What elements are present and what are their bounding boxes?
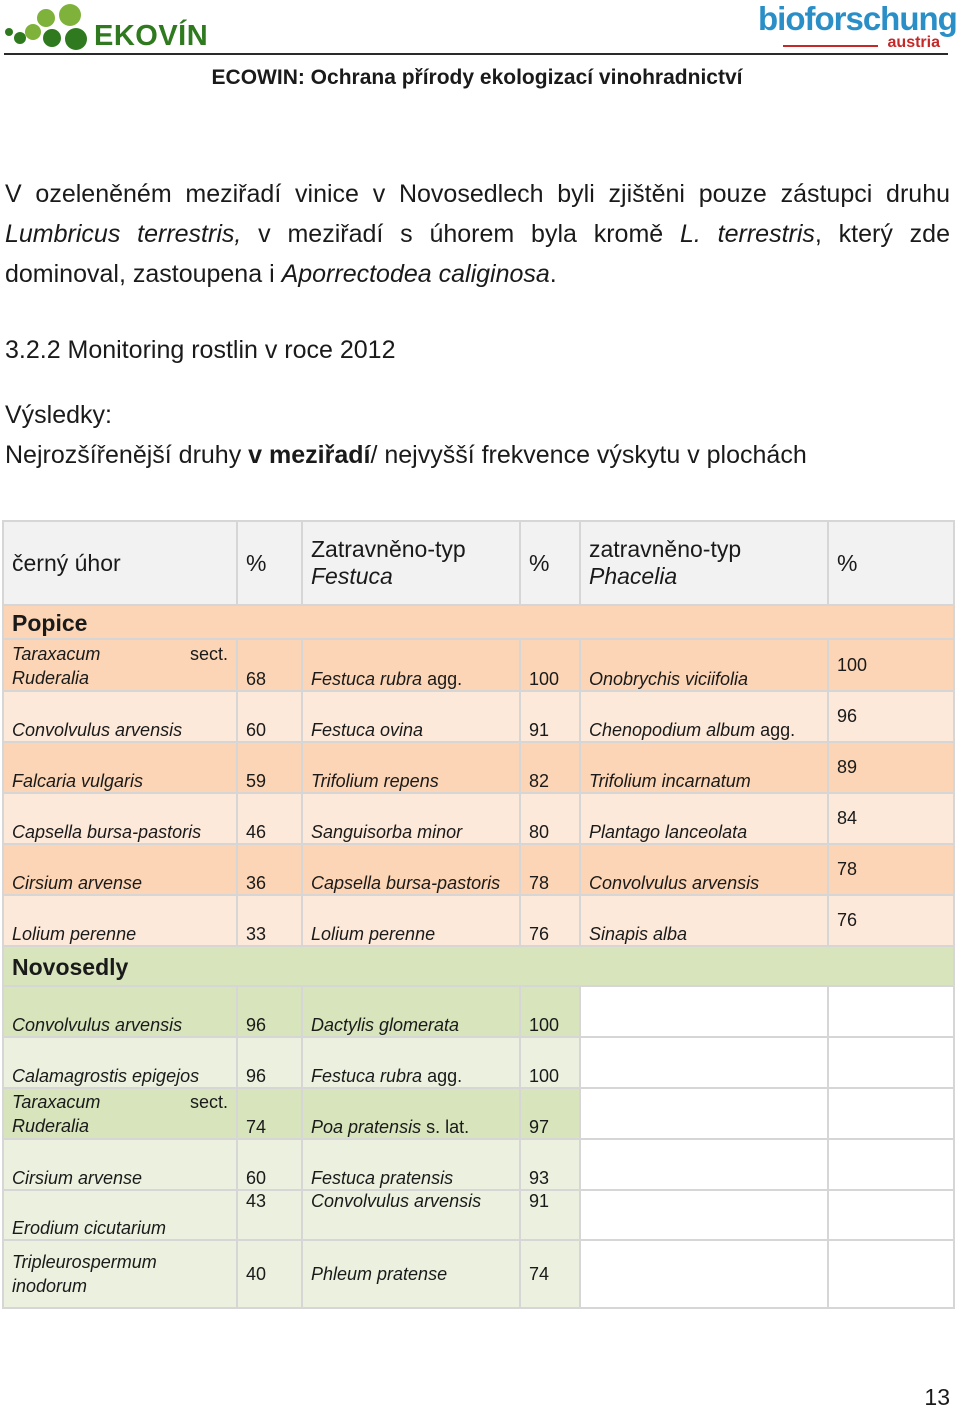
empty-cell [828,1088,954,1139]
percent-cell: 80 [520,793,580,844]
percent-cell: 43 [237,1190,302,1240]
table-row [3,895,954,946]
header-percent-3: % [828,521,954,605]
species-cell [3,1088,237,1139]
table-row [3,1037,954,1088]
percent-cell: 93 [520,1139,580,1190]
subtitle-bold: v meziřadí [248,441,371,469]
results-label: Výsledky: [5,401,112,429]
species-cell: Sanguisorba minor [302,793,520,844]
empty-cell [828,1139,954,1190]
logo-red-line [783,45,878,47]
group-row-novosedly [3,946,954,986]
header-phacelia [580,521,828,605]
species-line1 [12,1090,228,1114]
species-cell: Plantago lanceolata [580,793,828,844]
percent-cell: 89 [828,742,954,793]
species-name: Festuca rubra [311,669,423,689]
header-phacelia-line2: Phacelia [589,563,678,589]
table-row [3,986,954,1037]
percent-cell: 60 [237,691,302,742]
species-cell: Festuca ovina [302,691,520,742]
group-label-novosedly: Novosedly [3,946,954,986]
species-line1 [12,642,228,666]
percent-cell: 97 [520,1088,580,1139]
table-row [3,1190,954,1240]
percent-cell: 96 [237,1037,302,1088]
species-genus: Taraxacum [12,644,101,664]
percent-cell: 46 [237,793,302,844]
species-cell: Capsella bursa-pastoris [302,844,520,895]
species-cell: Convolvulus arvensis [3,986,237,1037]
species-line1: Tripleurospermum [12,1252,157,1272]
header-phacelia-line1b: typ [710,536,742,562]
header-percent-1: % [237,521,302,605]
percent-cell: 33 [237,895,302,946]
ekovin-logo-text: EKOVÍN [94,20,209,52]
document-title: ECOWIN: Ochrana přírody ekologizací vinohradnictví [211,66,743,89]
percent-cell: 40 [237,1240,302,1308]
empty-cell [580,1088,828,1139]
percent-cell: 78 [828,844,954,895]
species-line2: Ruderalia [12,1116,90,1136]
percent-cell: 91 [520,691,580,742]
group-row-popice [3,605,954,639]
species-cell: Convolvulus arvensis [302,1190,520,1240]
header-phacelia-line1a: zatravněno- [589,536,711,562]
table-row [3,844,954,895]
percent-cell: 74 [520,1240,580,1308]
empty-cell [580,1240,828,1308]
species-cell: Dactylis glomerata [302,986,520,1037]
header-festuca-line2: Festuca [311,563,393,589]
empty-cell [828,1240,954,1308]
percent-cell: 59 [237,742,302,793]
species-suffix: agg. [422,669,463,689]
species-genus: Taraxacum [12,1092,101,1112]
empty-cell [828,1190,954,1240]
percent-cell: 96 [828,691,954,742]
species-table [2,520,955,1309]
header-festuca [302,521,520,605]
percent-cell: 78 [520,844,580,895]
species-line2: Ruderalia [12,668,90,688]
species-suffix: agg. [755,720,796,740]
page-number: 13 [924,1384,950,1410]
species-cell [302,1088,520,1139]
species-cell: Trifolium incarnatum [580,742,828,793]
percent-cell: 100 [520,986,580,1037]
species-cell: Convolvulus arvensis [580,844,828,895]
header-percent-2: % [520,521,580,605]
empty-cell [580,1190,828,1240]
table-subtitle [5,441,807,470]
species-cell: Falcaria vulgaris [3,742,237,793]
table-row [3,1240,954,1308]
austria-logo-text: austria [887,34,940,51]
para-text-3: , který zde dominoval, zastoupena i [5,220,950,288]
percent-cell: 82 [520,742,580,793]
species-cell [302,1037,520,1088]
species-cell: Trifolium repens [302,742,520,793]
species-cell: Lolium perenne [3,895,237,946]
subtitle-text-1: Nejrozšířenější druhy [5,441,249,469]
species-name: Chenopodium album [589,720,756,740]
header-rule [4,53,948,55]
header-phacelia-line1 [589,536,819,563]
empty-cell [828,986,954,1037]
species-cell: Cirsium arvense [3,1139,237,1190]
species-cell: Lolium perenne [302,895,520,946]
species-sect: sect. [189,644,228,664]
species-suffix: agg. [422,1066,463,1086]
species-cell: Erodium cicutarium [3,1190,237,1240]
section-heading: 3.2.2 Monitoring rostlin v roce 2012 [5,336,396,364]
percent-cell: 96 [237,986,302,1037]
species-cell [580,691,828,742]
species-cell: Cirsium arvense [3,844,237,895]
species-cell: Capsella bursa-pastoris [3,793,237,844]
percent-cell: 100 [520,1037,580,1088]
empty-cell [580,986,828,1037]
species-cell [3,1240,237,1308]
species-cell: Festuca pratensis [302,1139,520,1190]
species-line2: inodorum [12,1276,88,1296]
percent-cell: 76 [828,895,954,946]
species-suffix: s. lat. [421,1117,470,1137]
percent-cell: 36 [237,844,302,895]
species-cell: Calamagrostis epigejos [3,1037,237,1088]
species-sect: sect. [189,1092,228,1112]
para-species-2: L. terrestris [680,220,815,248]
header-festuca-line1: Zatravněno-typ [311,536,466,562]
ekovin-dots-icon [4,2,94,54]
intro-paragraph [5,174,950,294]
percent-cell: 74 [237,1088,302,1139]
species-cell: Sinapis alba [580,895,828,946]
table-row [3,691,954,742]
percent-cell: 100 [828,639,954,691]
para-text-4: . [549,260,557,288]
para-text-1: V ozeleněném meziřadí vinice v Novosedlech byli zjištěni pouze zástupci druhu [5,180,950,208]
table-row [3,793,954,844]
empty-cell [580,1037,828,1088]
ekovin-logo [4,2,209,54]
bioforschung-logo [758,0,957,54]
percent-cell: 60 [237,1139,302,1190]
bioforschung-logo-text: bioforschung [758,0,957,37]
para-species-1: Lumbricus terrestris, [5,220,242,248]
para-text-2: v meziřadí s úhorem byla kromě [241,220,681,248]
percent-cell: 100 [520,639,580,691]
subtitle-text-2: / nejvyšší frekvence výskytu v plochách [370,441,807,469]
species-name: Poa pratensis [311,1117,422,1137]
species-cell: Convolvulus arvensis [3,691,237,742]
page-header [0,0,960,100]
para-species-3: Aporrectodea caliginosa [281,260,550,288]
species-cell: Onobrychis viciifolia [580,639,828,691]
table-header-row [3,521,954,605]
empty-cell [828,1037,954,1088]
percent-cell: 84 [828,793,954,844]
percent-cell: 76 [520,895,580,946]
empty-cell [580,1139,828,1190]
species-cell [3,639,237,691]
species-name: Festuca rubra [311,1066,423,1086]
table-row [3,639,954,691]
table-row [3,1088,954,1139]
percent-cell: 91 [520,1190,580,1240]
table-row [3,1139,954,1190]
percent-cell: 68 [237,639,302,691]
species-cell: Phleum pratense [302,1240,520,1308]
species-cell [302,639,520,691]
table-row [3,742,954,793]
group-label-popice: Popice [3,605,954,639]
header-cerny-uhor: černý úhor [3,521,237,605]
